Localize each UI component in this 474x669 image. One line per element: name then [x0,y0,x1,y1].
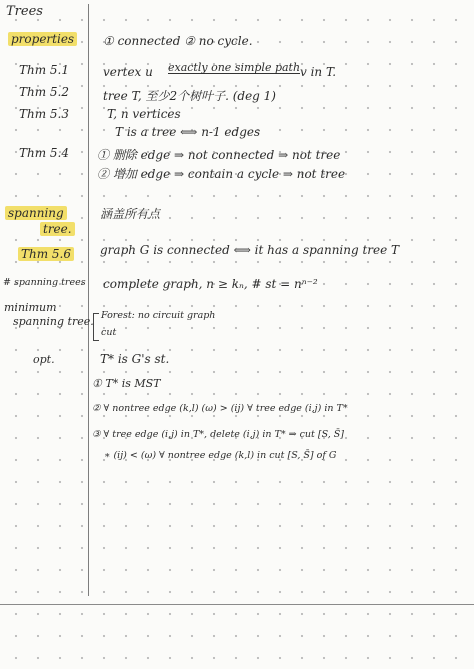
note-thm51-prefix: vertex u [103,65,153,79]
note-opt-2: ② ∀ nontree edge (k,l) (ω) > (ij) ∀ tree edge (i,j) in T* [92,403,348,414]
note-opt-3: ③ ∀ tree edge (i,j) in T*, delete (i,j) in T* ⇒ cut [S, S̄] [92,429,345,440]
brace [93,313,99,341]
label-properties: properties [8,32,77,46]
label-thm-5-1: Thm 5.1 [19,63,70,77]
note-opt-1: ① T* is MST [92,377,161,390]
note-spanning-def: 涵盖所有点 [100,207,161,221]
label-opt: opt. [33,353,55,366]
footer-divider [0,604,474,605]
label-spanning-tree: spanning tree. [13,315,94,328]
note-thm51-underlined: exactly one simple path [168,61,301,74]
label-spanning: spanning [5,206,67,220]
note-count: complete graph, n ≥ kₙ, # st = nⁿ⁻² [103,277,318,291]
label-num-spanning-trees: # spanning trees [3,277,86,288]
label-tree: tree. [40,222,75,236]
note-thm53-b: T is a tree ⟺ n-1 edges [115,125,261,139]
label-thm-5-6: Thm 5.6 [18,247,74,261]
label-thm-5-4: Thm 5.4 [19,146,70,160]
note-thm56: graph G is connected ⟺ it has a spanning tree T [100,243,400,257]
label-minimum: minimum [4,301,57,314]
note-opt: T* is G's st. [100,352,170,366]
note-thm51-suffix: v in T. [300,65,337,79]
note-thm54-a: ① 删除 edge ⇒ not connected ⇒ not tree [97,148,341,162]
note-opt-3b: ∗ (ij) < (ω) ∀ nontree edge (k,l) in cut [S, S̄] of G [104,450,337,461]
label-thm-5-3: Thm 5.3 [19,107,70,121]
note-forest: Forest: no circuit graph [101,310,216,321]
note-thm53-a: T, n vertices [107,107,181,121]
margin-line [88,4,89,596]
note-properties: ① connected ② no cycle. [103,34,253,48]
note-cut: cut [101,327,117,338]
page-title: Trees [6,4,43,19]
note-thm52: tree T, 至少2个树叶子. (deg 1) [103,89,276,103]
note-thm54-b: ② 增加 edge ⇒ contain a cycle ⇒ not tree [97,167,346,181]
label-thm-5-2: Thm 5.2 [19,85,70,99]
